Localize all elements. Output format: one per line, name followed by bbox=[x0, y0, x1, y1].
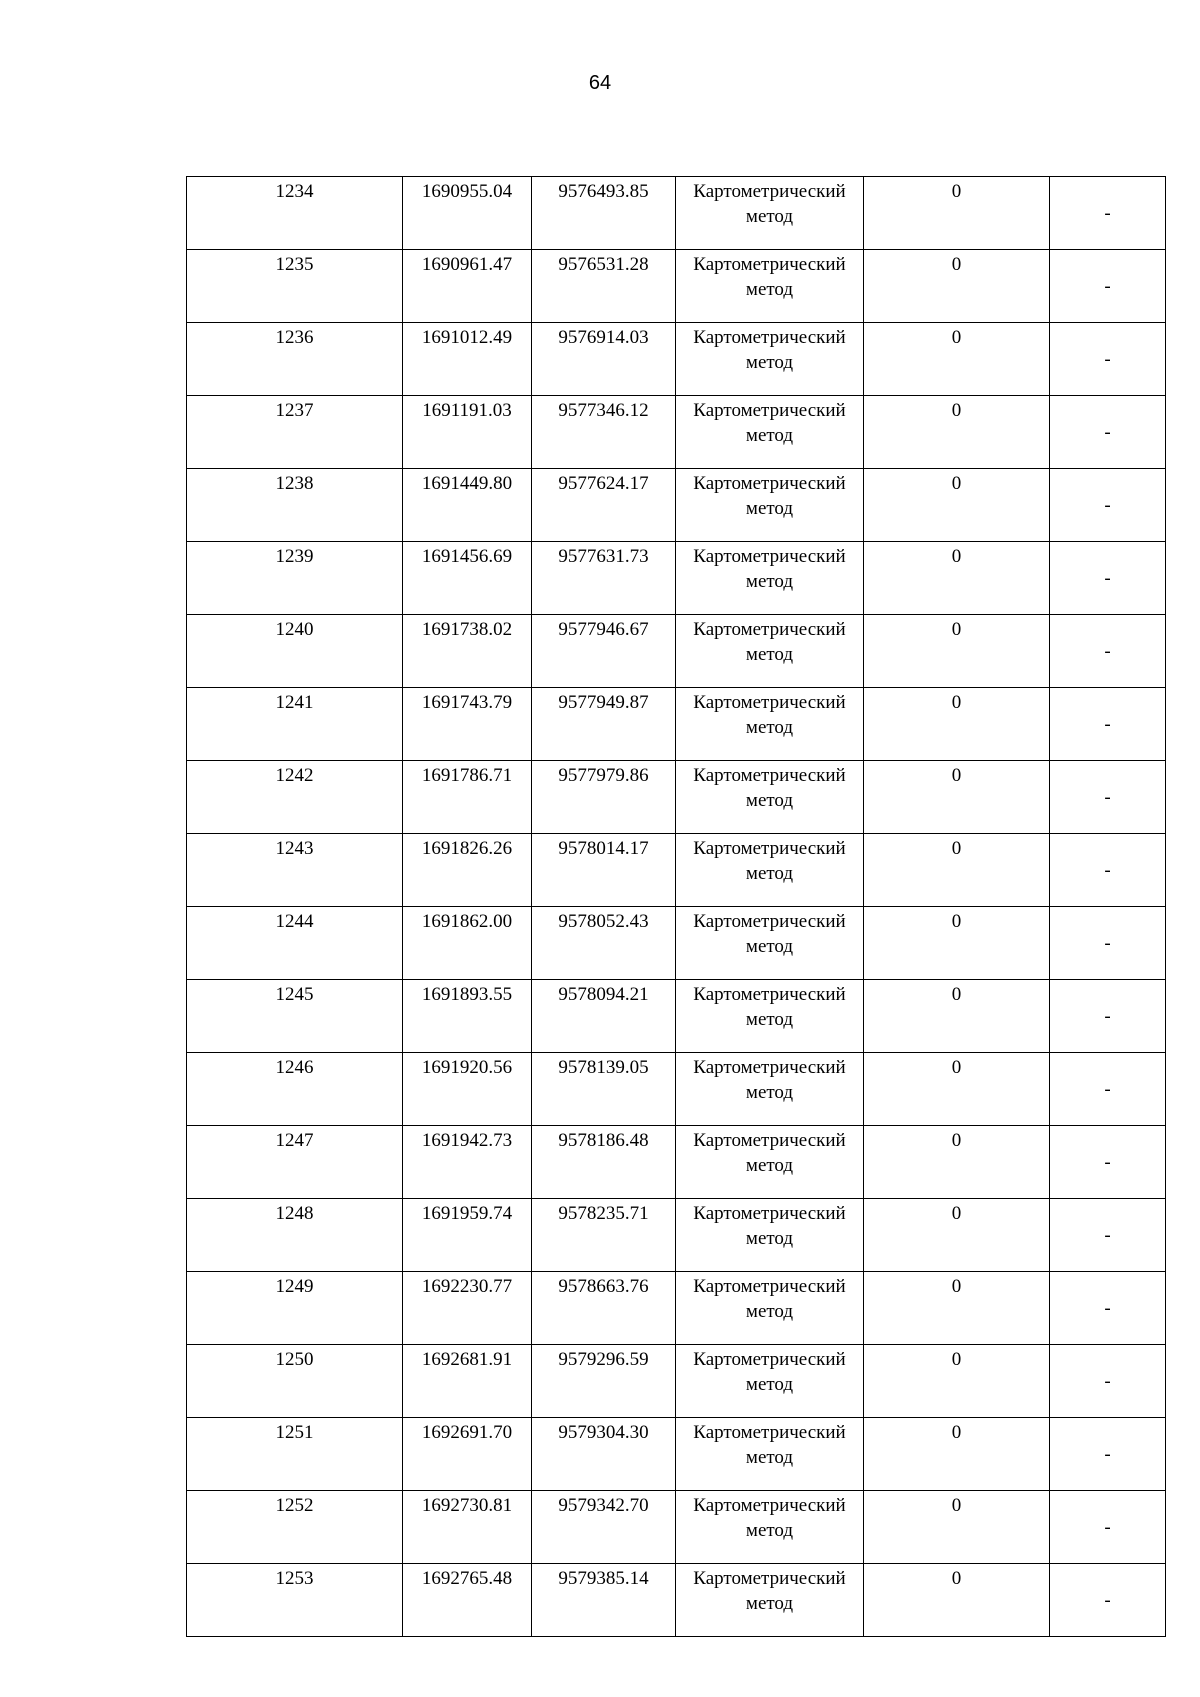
error-value: 0 bbox=[951, 1130, 962, 1151]
note-value: - bbox=[1104, 494, 1111, 516]
table-row bbox=[187, 1272, 1166, 1345]
point-number-cell bbox=[187, 1272, 403, 1345]
error-cell bbox=[864, 396, 1050, 469]
y-coordinate: 9579296.59 bbox=[558, 1349, 649, 1370]
table-row bbox=[187, 1126, 1166, 1199]
method-cell bbox=[676, 1345, 864, 1418]
point-number: 1242 bbox=[275, 765, 314, 786]
x-coordinate-cell bbox=[403, 1199, 532, 1272]
x-coordinate-cell bbox=[403, 834, 532, 907]
note-value: - bbox=[1104, 1078, 1111, 1100]
method-line-1: Картометрический bbox=[693, 473, 846, 494]
note-value: - bbox=[1104, 1005, 1111, 1027]
method-cell bbox=[676, 1564, 864, 1637]
error-value: 0 bbox=[951, 984, 962, 1005]
y-coordinate-cell bbox=[532, 1126, 676, 1199]
y-coordinate: 9578235.71 bbox=[558, 1203, 649, 1224]
y-coordinate: 9576493.85 bbox=[558, 181, 649, 202]
y-coordinate-cell bbox=[532, 1491, 676, 1564]
x-coordinate: 1691456.69 bbox=[421, 546, 513, 567]
error-cell bbox=[864, 1418, 1050, 1491]
y-coordinate: 9578094.21 bbox=[558, 984, 649, 1005]
note-value: - bbox=[1104, 348, 1111, 370]
point-number-cell bbox=[187, 1053, 403, 1126]
method-line-2: метод bbox=[745, 1301, 794, 1322]
x-coordinate: 1691826.26 bbox=[421, 838, 513, 859]
method-line-2: метод bbox=[745, 1447, 794, 1468]
method-cell bbox=[676, 1272, 864, 1345]
table-row bbox=[187, 177, 1166, 250]
method-cell bbox=[676, 1126, 864, 1199]
y-coordinate: 9577631.73 bbox=[558, 546, 649, 567]
method-line-1: Картометрический bbox=[693, 692, 846, 713]
table-row bbox=[187, 542, 1166, 615]
x-coordinate: 1691738.02 bbox=[421, 619, 513, 640]
x-coordinate: 1692681.91 bbox=[421, 1349, 513, 1370]
method-line-1: Картометрический bbox=[693, 181, 846, 202]
error-value: 0 bbox=[951, 838, 962, 859]
x-coordinate-cell bbox=[403, 615, 532, 688]
note-value: - bbox=[1104, 640, 1111, 662]
note-cell bbox=[1050, 1199, 1166, 1272]
note-value: - bbox=[1104, 859, 1111, 881]
table-row bbox=[187, 615, 1166, 688]
method-line-2: метод bbox=[745, 1374, 794, 1395]
note-value: - bbox=[1104, 1516, 1111, 1538]
y-coordinate: 9577979.86 bbox=[558, 765, 649, 786]
y-coordinate: 9578139.05 bbox=[558, 1057, 649, 1078]
point-number-cell bbox=[187, 980, 403, 1053]
error-cell bbox=[864, 907, 1050, 980]
x-coordinate-cell bbox=[403, 688, 532, 761]
point-number: 1236 bbox=[275, 327, 314, 348]
method-line-2: метод bbox=[745, 1009, 794, 1030]
point-number-cell bbox=[187, 615, 403, 688]
point-number-cell bbox=[187, 834, 403, 907]
x-coordinate-cell bbox=[403, 250, 532, 323]
note-cell bbox=[1050, 761, 1166, 834]
table-row bbox=[187, 1053, 1166, 1126]
method-cell bbox=[676, 177, 864, 250]
x-coordinate-cell bbox=[403, 469, 532, 542]
note-value: - bbox=[1104, 421, 1111, 443]
method-line-1: Картометрический bbox=[693, 400, 846, 421]
error-value: 0 bbox=[951, 1276, 962, 1297]
x-coordinate-cell bbox=[403, 542, 532, 615]
y-coordinate: 9578052.43 bbox=[558, 911, 649, 932]
point-number: 1249 bbox=[275, 1276, 314, 1297]
note-value: - bbox=[1104, 1224, 1111, 1246]
method-line-2: метод bbox=[745, 644, 794, 665]
note-value: - bbox=[1104, 275, 1111, 297]
x-coordinate: 1691786.71 bbox=[421, 765, 513, 786]
method-cell bbox=[676, 542, 864, 615]
point-number-cell bbox=[187, 469, 403, 542]
point-number-cell bbox=[187, 1564, 403, 1637]
x-coordinate: 1691449.80 bbox=[421, 473, 513, 494]
point-number: 1251 bbox=[275, 1422, 314, 1443]
method-line-2: метод bbox=[745, 790, 794, 811]
point-number: 1234 bbox=[275, 181, 314, 202]
method-line-1: Картометрический bbox=[693, 838, 846, 859]
note-cell bbox=[1050, 177, 1166, 250]
error-value: 0 bbox=[951, 1568, 962, 1589]
note-value: - bbox=[1104, 1370, 1111, 1392]
x-coordinate-cell bbox=[403, 907, 532, 980]
point-number: 1250 bbox=[275, 1349, 314, 1370]
x-coordinate-cell bbox=[403, 1272, 532, 1345]
error-cell bbox=[864, 1199, 1050, 1272]
note-value: - bbox=[1104, 1151, 1111, 1173]
error-value: 0 bbox=[951, 911, 962, 932]
x-coordinate-cell bbox=[403, 1564, 532, 1637]
error-cell bbox=[864, 1272, 1050, 1345]
point-number-cell bbox=[187, 1199, 403, 1272]
note-cell bbox=[1050, 1418, 1166, 1491]
error-value: 0 bbox=[951, 400, 962, 421]
method-line-2: метод bbox=[745, 425, 794, 446]
error-cell bbox=[864, 834, 1050, 907]
method-line-2: метод bbox=[745, 1228, 794, 1249]
coordinates-table-body bbox=[187, 177, 1166, 1637]
x-coordinate: 1691191.03 bbox=[422, 400, 512, 421]
point-number: 1243 bbox=[275, 838, 314, 859]
table-row bbox=[187, 250, 1166, 323]
y-coordinate: 9576914.03 bbox=[558, 327, 649, 348]
note-cell bbox=[1050, 396, 1166, 469]
point-number: 1245 bbox=[275, 984, 314, 1005]
y-coordinate: 9577346.12 bbox=[558, 400, 649, 421]
method-cell bbox=[676, 1418, 864, 1491]
point-number: 1244 bbox=[275, 911, 314, 932]
y-coordinate: 9579304.30 bbox=[558, 1422, 649, 1443]
method-cell bbox=[676, 323, 864, 396]
y-coordinate: 9579342.70 bbox=[558, 1495, 649, 1516]
y-coordinate: 9577946.67 bbox=[558, 619, 649, 640]
point-number-cell bbox=[187, 1491, 403, 1564]
method-line-1: Картометрический bbox=[693, 911, 846, 932]
method-cell bbox=[676, 907, 864, 980]
point-number-cell bbox=[187, 1126, 403, 1199]
note-value: - bbox=[1104, 786, 1111, 808]
y-coordinate-cell bbox=[532, 1418, 676, 1491]
x-coordinate: 1691012.49 bbox=[421, 327, 513, 348]
x-coordinate: 1691942.73 bbox=[421, 1130, 513, 1151]
method-line-2: метод bbox=[745, 206, 794, 227]
error-value: 0 bbox=[951, 254, 962, 275]
method-line-1: Картометрический bbox=[693, 327, 846, 348]
method-line-2: метод bbox=[745, 498, 794, 519]
error-cell bbox=[864, 1345, 1050, 1418]
error-value: 0 bbox=[951, 1349, 962, 1370]
y-coordinate-cell bbox=[532, 542, 676, 615]
method-cell bbox=[676, 469, 864, 542]
method-line-2: метод bbox=[745, 352, 794, 373]
point-number: 1235 bbox=[275, 254, 314, 275]
method-line-1: Картометрический bbox=[693, 984, 846, 1005]
x-coordinate: 1691920.56 bbox=[421, 1057, 513, 1078]
note-value: - bbox=[1104, 713, 1111, 735]
method-line-1: Картометрический bbox=[693, 1422, 846, 1443]
method-line-2: метод bbox=[745, 279, 794, 300]
method-cell bbox=[676, 1491, 864, 1564]
error-value: 0 bbox=[951, 765, 962, 786]
note-value: - bbox=[1104, 1589, 1111, 1611]
point-number-cell bbox=[187, 761, 403, 834]
table-row bbox=[187, 1418, 1166, 1491]
point-number-cell bbox=[187, 323, 403, 396]
y-coordinate: 9576531.28 bbox=[558, 254, 649, 275]
method-cell bbox=[676, 250, 864, 323]
note-value: - bbox=[1104, 567, 1111, 589]
x-coordinate-cell bbox=[403, 1418, 532, 1491]
y-coordinate: 9578186.48 bbox=[558, 1130, 649, 1151]
point-number: 1252 bbox=[275, 1495, 314, 1516]
error-value: 0 bbox=[951, 327, 962, 348]
error-value: 0 bbox=[951, 546, 962, 567]
note-cell bbox=[1050, 1345, 1166, 1418]
point-number: 1241 bbox=[275, 692, 314, 713]
point-number: 1248 bbox=[275, 1203, 314, 1224]
method-line-2: метод bbox=[745, 936, 794, 957]
note-cell bbox=[1050, 1126, 1166, 1199]
method-cell bbox=[676, 1199, 864, 1272]
point-number-cell bbox=[187, 250, 403, 323]
method-cell bbox=[676, 688, 864, 761]
y-coordinate: 9577949.87 bbox=[558, 692, 649, 713]
x-coordinate-cell bbox=[403, 1491, 532, 1564]
y-coordinate-cell bbox=[532, 1564, 676, 1637]
method-line-1: Картометрический bbox=[693, 1495, 846, 1516]
table-row bbox=[187, 323, 1166, 396]
x-coordinate-cell bbox=[403, 1345, 532, 1418]
y-coordinate: 9578014.17 bbox=[558, 838, 649, 859]
note-cell bbox=[1050, 834, 1166, 907]
error-cell bbox=[864, 615, 1050, 688]
error-cell bbox=[864, 1126, 1050, 1199]
x-coordinate-cell bbox=[403, 177, 532, 250]
error-value: 0 bbox=[951, 692, 962, 713]
y-coordinate-cell bbox=[532, 980, 676, 1053]
table-row bbox=[187, 1199, 1166, 1272]
y-coordinate-cell bbox=[532, 1053, 676, 1126]
note-cell bbox=[1050, 1491, 1166, 1564]
x-coordinate-cell bbox=[403, 323, 532, 396]
point-number-cell bbox=[187, 1345, 403, 1418]
note-value: - bbox=[1104, 202, 1111, 224]
error-cell bbox=[864, 1053, 1050, 1126]
error-cell bbox=[864, 542, 1050, 615]
error-value: 0 bbox=[951, 1057, 962, 1078]
error-value: 0 bbox=[951, 181, 962, 202]
y-coordinate: 9579385.14 bbox=[558, 1568, 649, 1589]
table-row bbox=[187, 980, 1166, 1053]
note-cell bbox=[1050, 980, 1166, 1053]
method-line-1: Картометрический bbox=[693, 546, 846, 567]
table-row bbox=[187, 761, 1166, 834]
error-cell bbox=[864, 761, 1050, 834]
x-coordinate-cell bbox=[403, 980, 532, 1053]
y-coordinate: 9578663.76 bbox=[558, 1276, 649, 1297]
method-line-1: Картометрический bbox=[693, 765, 846, 786]
method-cell bbox=[676, 1053, 864, 1126]
error-cell bbox=[864, 177, 1050, 250]
x-coordinate: 1691893.55 bbox=[421, 984, 513, 1005]
error-value: 0 bbox=[951, 619, 962, 640]
y-coordinate-cell bbox=[532, 177, 676, 250]
note-value: - bbox=[1104, 1443, 1111, 1465]
method-cell bbox=[676, 980, 864, 1053]
y-coordinate-cell bbox=[532, 688, 676, 761]
note-value: - bbox=[1104, 1297, 1111, 1319]
method-line-2: метод bbox=[745, 717, 794, 738]
note-value: - bbox=[1104, 932, 1111, 954]
error-cell bbox=[864, 980, 1050, 1053]
note-cell bbox=[1050, 469, 1166, 542]
x-coordinate: 1692765.48 bbox=[421, 1568, 513, 1589]
y-coordinate-cell bbox=[532, 907, 676, 980]
x-coordinate-cell bbox=[403, 1053, 532, 1126]
error-value: 0 bbox=[951, 1203, 962, 1224]
y-coordinate-cell bbox=[532, 323, 676, 396]
error-value: 0 bbox=[951, 473, 962, 494]
method-line-2: метод bbox=[745, 1520, 794, 1541]
x-coordinate: 1691862.00 bbox=[421, 911, 513, 932]
method-cell bbox=[676, 396, 864, 469]
error-cell bbox=[864, 1491, 1050, 1564]
point-number: 1247 bbox=[275, 1130, 314, 1151]
table-row bbox=[187, 1345, 1166, 1418]
x-coordinate: 1692730.81 bbox=[421, 1495, 513, 1516]
y-coordinate: 9577624.17 bbox=[558, 473, 649, 494]
y-coordinate-cell bbox=[532, 469, 676, 542]
y-coordinate-cell bbox=[532, 761, 676, 834]
error-value: 0 bbox=[951, 1422, 962, 1443]
x-coordinate: 1691959.74 bbox=[421, 1203, 513, 1224]
table-row bbox=[187, 1564, 1166, 1637]
y-coordinate-cell bbox=[532, 1345, 676, 1418]
coordinates-table bbox=[186, 176, 1166, 1637]
method-line-1: Картометрический bbox=[693, 1349, 846, 1370]
error-cell bbox=[864, 323, 1050, 396]
method-line-1: Картометрический bbox=[693, 1276, 846, 1297]
method-line-2: метод bbox=[745, 1155, 794, 1176]
method-line-1: Картометрический bbox=[693, 1057, 846, 1078]
error-cell bbox=[864, 469, 1050, 542]
method-cell bbox=[676, 761, 864, 834]
method-cell bbox=[676, 834, 864, 907]
note-cell bbox=[1050, 1564, 1166, 1637]
error-cell bbox=[864, 250, 1050, 323]
method-line-2: метод bbox=[745, 1082, 794, 1103]
x-coordinate: 1691743.79 bbox=[421, 692, 513, 713]
table-row bbox=[187, 1491, 1166, 1564]
point-number-cell bbox=[187, 1418, 403, 1491]
method-cell bbox=[676, 615, 864, 688]
table-row bbox=[187, 469, 1166, 542]
note-cell bbox=[1050, 323, 1166, 396]
error-cell bbox=[864, 688, 1050, 761]
point-number: 1239 bbox=[275, 546, 314, 567]
note-cell bbox=[1050, 542, 1166, 615]
note-cell bbox=[1050, 907, 1166, 980]
method-line-1: Картометрический bbox=[693, 1568, 846, 1589]
x-coordinate-cell bbox=[403, 761, 532, 834]
point-number-cell bbox=[187, 396, 403, 469]
note-cell bbox=[1050, 688, 1166, 761]
point-number-cell bbox=[187, 177, 403, 250]
x-coordinate-cell bbox=[403, 396, 532, 469]
y-coordinate-cell bbox=[532, 250, 676, 323]
note-cell bbox=[1050, 615, 1166, 688]
method-line-1: Картометрический bbox=[693, 619, 846, 640]
y-coordinate-cell bbox=[532, 1272, 676, 1345]
method-line-2: метод bbox=[745, 571, 794, 592]
method-line-2: метод bbox=[745, 1593, 794, 1614]
note-cell bbox=[1050, 1053, 1166, 1126]
y-coordinate-cell bbox=[532, 834, 676, 907]
point-number: 1246 bbox=[275, 1057, 314, 1078]
table-row bbox=[187, 907, 1166, 980]
y-coordinate-cell bbox=[532, 1199, 676, 1272]
method-line-1: Картометрический bbox=[693, 1203, 846, 1224]
point-number-cell bbox=[187, 542, 403, 615]
y-coordinate-cell bbox=[532, 396, 676, 469]
point-number: 1253 bbox=[275, 1568, 314, 1589]
y-coordinate-cell bbox=[532, 615, 676, 688]
table-row bbox=[187, 396, 1166, 469]
x-coordinate: 1692691.70 bbox=[421, 1422, 513, 1443]
x-coordinate: 1690961.47 bbox=[421, 254, 513, 275]
note-cell bbox=[1050, 1272, 1166, 1345]
page-number: 64 bbox=[588, 72, 612, 94]
method-line-1: Картометрический bbox=[693, 254, 846, 275]
x-coordinate: 1692230.77 bbox=[421, 1276, 513, 1297]
point-number: 1237 bbox=[275, 400, 314, 421]
table-row bbox=[187, 688, 1166, 761]
table-row bbox=[187, 834, 1166, 907]
point-number: 1240 bbox=[275, 619, 314, 640]
point-number-cell bbox=[187, 688, 403, 761]
point-number-cell bbox=[187, 907, 403, 980]
x-coordinate: 1690955.04 bbox=[421, 181, 513, 202]
x-coordinate-cell bbox=[403, 1126, 532, 1199]
error-value: 0 bbox=[951, 1495, 962, 1516]
note-cell bbox=[1050, 250, 1166, 323]
method-line-1: Картометрический bbox=[693, 1130, 846, 1151]
point-number: 1238 bbox=[275, 473, 314, 494]
error-cell bbox=[864, 1564, 1050, 1637]
method-line-2: метод bbox=[745, 863, 794, 884]
